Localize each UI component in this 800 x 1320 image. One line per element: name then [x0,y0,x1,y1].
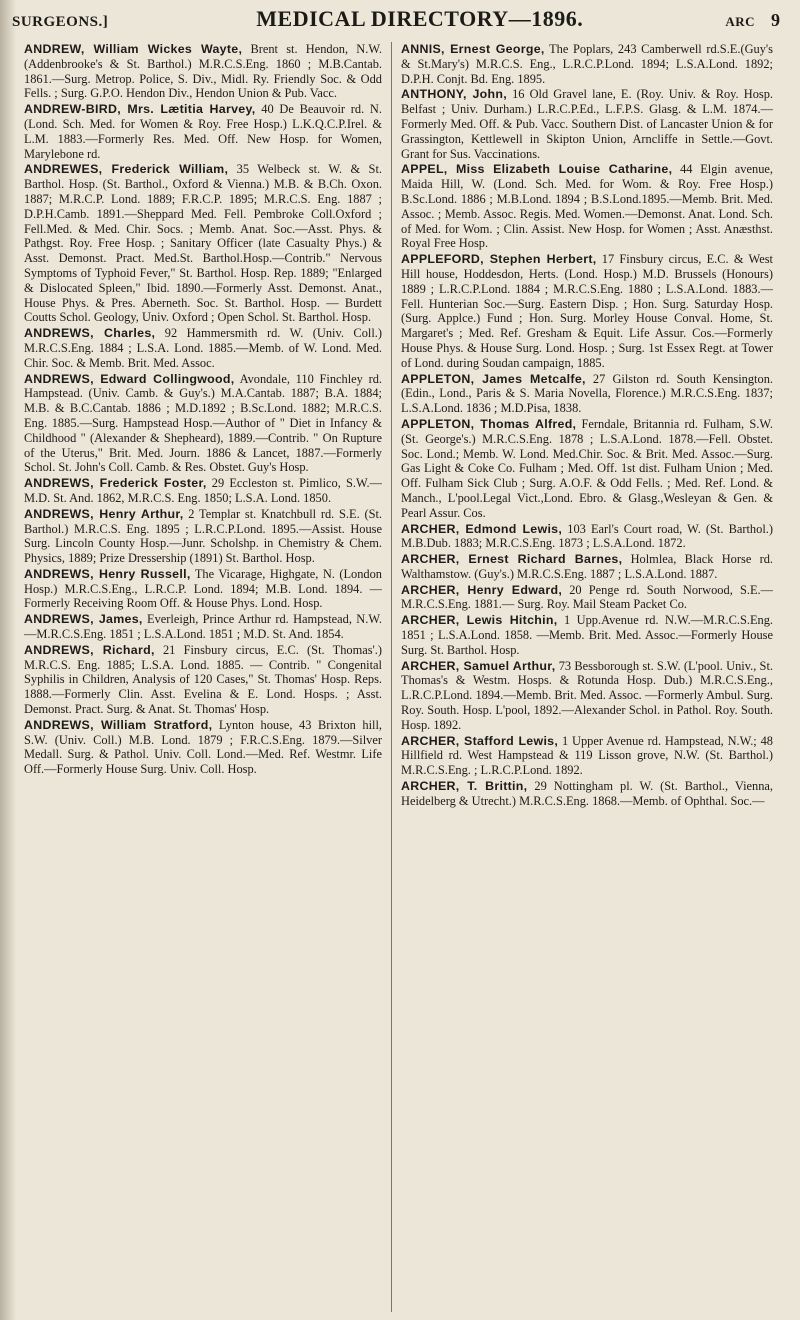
directory-entry [24,612,382,642]
entry-name: ARCHER, T. Brittin, [401,779,528,794]
directory-entry [24,718,382,777]
directory-entry [24,643,382,717]
entry-details: 92 Hammersmith rd. W. (Univ. Coll.) M.R.C.S.Eng. 1884 ; L.S.A. Lond. 1885.—Memb. of W. Lond. Med. Chir. Soc. & Memb. Brit. Med. Assoc. [24,326,382,370]
column-divider [391,42,392,1312]
directory-entry [24,567,382,611]
entry-name: APPLEFORD, Stephen Herbert, [401,252,597,267]
entry-details: Holmlea, Black Horse rd. Walthamstow. (Guy's.) M.R.C.S.Eng. 1887 ; L.S.A.Lond. 1887. [401,552,773,581]
entry-name: ANNIS, Ernest George, [401,42,545,56]
entry-name: ANDREW-BIRD, Mrs. Lætitia Harvey, [24,102,256,117]
header-title: MEDICAL DIRECTORY—1896. [256,6,584,31]
entry-name: ANDREWS, Frederick Foster, [24,476,207,491]
directory-entry [401,42,773,86]
directory-entry [24,476,382,506]
entry-details: The Vicarage, Highgate, N. (London Hosp.) M.R.C.S.Eng., L.R.C.P. Lond. 1894; M.B. Lond. 1894. — Formerly Receiving Room Off. & House Phys. Lond. Hosp. [24,566,382,611]
entry-details: Brent st. Hendon, N.W. (Addenbrooke's & St. Barthol.) M.R.C.S.Eng. 1860 ; M.B.Cantab. 1861.—Surg. Metrop. Police, S. Div., Midl. Ry. Friendly Soc. & Odd Fells. ; Surg. G.P.O. Hendon Div., Hendon Union & Pub. Vacc. [24,42,382,101]
entry-name: ARCHER, Edmond Lewis, [401,521,563,536]
entry-name: ANDREWES, Frederick William, [24,162,229,177]
left-column [24,42,382,1316]
entry-details: 1 Upp.Avenue rd. N.W.—M.R.C.S.Eng. 1851 ; L.S.A.Lond. 1858. —Memb. Brit. Med. Assoc.—Formerly House Surg. St. Barthol. Hosp. [401,613,773,657]
entry-details: 29 Nottingham pl. W. (St. Barthol., Vienna, Heidelberg & Utrecht.) M.R.C.S.Eng. 1868.—Memb. of Ophthal. Soc.— [401,779,773,808]
directory-entry [401,372,773,416]
page-header [12,6,780,36]
directory-entry [401,162,773,251]
directory-entry [401,522,773,552]
directory-entry [401,659,773,733]
entry-name: ANDREWS, Henry Arthur, [24,506,184,521]
entry-name: ARCHER, Samuel Arthur, [401,658,556,673]
entry-name: ANDREWS, Henry Russell, [24,566,191,581]
directory-entry [24,326,382,370]
directory-entry [401,252,773,370]
entry-details: 44 Elgin avenue, Maida Hill, W. (Lond. Sch. Med. for Wom. & Roy. Free Hosp.) B.Sc.Lond. 1886 ; M.B.Lond. 1894 ; B.S.Lond.1895.—Memb. Brit. Med. Assoc. ; Memb. Assoc. Regis. Med. Women.—Demonst. Anat. Lond. Sch. of Med. for Wom. ; Clin. Assist. New Hosp. for Women ; Asst. Anæsthst. Royal Free Hosp. [401,162,773,251]
page-number: 9 [771,10,780,30]
header-index-abbr: ARC [725,14,755,29]
directory-entry [401,552,773,582]
entry-details: 2 Templar st. Knatchbull rd. S.E. (St. Barthol.) M.R.C.S. Eng. 1895 ; L.R.C.P.Lond. 1895.—Assist. House Surg. Lincoln County Hosp.—Junr. Scholshp. in Chemistry & Chem. Physics, 1889; Prize Dressership (1891) St. Barthol. Hosp. [24,506,382,566]
entry-name: APPEL, Miss Elizabeth Louise Catharine, [401,162,673,177]
header-right [725,10,780,31]
entry-details: 73 Bessborough st. S.W. (L'pool. Univ., St. Thomas's & Westm. Hosps. & Rotunda Hosp. Dub.) M.R.C.S.Eng., L.R.C.P.Lond. 1894.—Memb. Brit. Med. Assoc. —Formerly Ambul. Surg. Roy. South. Hosp. L'pool, 1892.—Alexander Schol. in Pathol. Roy. South. Hosp. 1892. [401,658,773,732]
entry-name: APPLETON, Thomas Alfred, [401,416,577,431]
entry-name: ANDREWS, William Stratford, [24,717,213,732]
page-binding-edge [0,0,16,1320]
right-column [401,42,773,1316]
directory-entry [401,583,773,613]
entry-details: Avondale, 110 Finchley rd. Hampstead. (Univ. Camb. & Guy's.) M.A.Cantab. 1887; B.A. 1884; M.B. & B.C.Cantab. 1886 ; M.D.1892 ; B.Sc.Lond. 1882; M.R.C.S. Eng. 1885.—Surg. Hampstead Hosp.—Author of " Diet in Infancy & Childhood " (Alexander & Shepheard), 1889.—Contrib. " On Rupture of the Uterus," Brit. Med. Journ. 1886 & Lancet, 1887.—Formerly Schol. St. John's Coll. Camb. & Res. Obstet. Guy's Hosp. [24,371,382,475]
entry-name: ARCHER, Henry Edward, [401,582,563,597]
entry-details: 21 Finsbury circus, E.C. (St. Thomas'.) M.R.C.S. Eng. 1885; L.S.A. Lond. 1885. — Contrib. " Congenital Syphilis in Children, Analysis of 120 Cases," St. Thomas' Hosp. Reps. 1888.—Formerly Clin. Asst. Evelina & E. Lond. Hosps. ; Asst. Demonst. Pract. Surg. & Anat. St. Thomas' Hosp. [24,642,382,717]
directory-entry [24,372,382,476]
entry-details: 20 Penge rd. South Norwood, S.E.—M.R.C.S.Eng. 1881.— Surg. Roy. Mail Steam Packet Co. [401,582,773,612]
entry-details: 103 Earl's Court road, W. (St. Barthol.) M.B.Dub. 1883; M.R.C.S.Eng. 1873 ; L.S.A.Lond. 1872. [401,521,773,551]
entry-name: ANDREWS, Charles, [24,326,156,341]
entry-name: ARCHER, Lewis Hitchin, [401,613,558,628]
directory-entry [24,162,382,325]
entry-details: 40 De Beauvoir rd. N. (Lond. Sch. Med. for Women & Roy. Free Hosp.) L.K.Q.C.P.Irel. & L.M. 1883.—Formerly Res. Med. Off. New Hosp. for Women, Marylebone rd. [24,102,382,161]
entry-details: Ferndale, Britannia rd. Fulham, S.W. (St. George's.) M.R.C.S.Eng. 1878 ; L.S.A.Lond. 1878.—Fell. Obstet. Soc. Lond.; Memb. W. Lond. Med.Chir. Soc. & Brit. Med. Assoc.—Surg. Gas Light & Coke Co. Fulham ; Med. Off. 1st dist. Fulham Union ; Med. Off. Fulham Sick Club ; Surg. A.O.F. & Odd Fells. ; Med. Ref. Lond. & Manch., L'pool.Legal Vict.,Lond. Ebro. & Glasg.,Wesleyan & Gen. & Pearl Assur. Cos. [401,416,773,520]
entry-name: ANDREWS, Richard, [24,642,155,657]
directory-entry [401,87,773,161]
entry-name: ANTHONY, John, [401,87,508,102]
entry-name: APPLETON, James Metcalfe, [401,371,586,386]
directory-entry [401,417,773,521]
entry-name: ANDREWS, Edward Collingwood, [24,371,235,386]
header-section: SURGEONS.] [12,14,109,30]
entry-details: 35 Welbeck st. W. & St. Barthol. Hosp. (St. Barthol., Oxford & Vienna.) M.B. & B.Ch. Oxon. 1887; M.R.C.P. Lond. 1889; F.R.C.P. 1895; M.R.C.S. Eng. 1887 ; D.P.H.Camb. 1891.—Sheppard Med. Fell. Pembroke Coll.Oxford ; Fell.Med. & Med. Chir. Socs. ; Memb. Anat. Soc.—Asst. Phys. & Pathgst. Roy. Free Hosp. ; Sanitary Officer (late Casualty Phys.) & Asst. Demonst. Pract. Med.St. Barthol.Hosp.—Contrib." Nervous Symptoms of Typhoid Fever," St. Barthol. Hosp. Rep. 1889; "Enlarged & Dislocated Spleen," Ibid. 1890.—Formerly Asst. Demonst. Anat., House Phys. & Pres. Aberneth. Soc. St. Barthol. Hosp. — Burdett Coutts Schol. Geology, Univ. Oxford ; Open Schol. St. Barthol. Hosp. [24,162,382,325]
entry-details: 1 Upper Avenue rd. Hampstead, N.W.; 48 Hillfield rd. West Hampstead & 119 Lisson grove, N.W. (St. Barthol.) M.R.C.S.Eng. ; L.R.C.P.Lond. 1892. [401,733,773,778]
entry-details: 17 Finsbury circus, E.C. & West Hill house, Hoddesdon, Herts. (Lond. Hosp.) M.D. Brussels (Honours) 1889 ; L.R.C.P.Lond. 1884 ; M.R.C.S.Eng. 1880 ; L.S.A.Lond. 1883.—Fell. Hunterian Soc.—Surg. Eastern Disp. ; Hon. Surg. Saturday Hosp. (Surg. Applce.) Fund ; Hon. Surg. Morley House Conval. Home, St. Margaret's ; Med. Ref. Gresham & Equit. Life Assur. Cos.—Formerly House Phys. & House Surg. Lond. Hosp. ; Surg. 1st Essex Regt. at Tower of Lond. during Soudan campaign, 1885. [401,252,773,370]
directory-entry [24,507,382,566]
entry-details: The Poplars, 243 Camberwell rd.S.E.(Guy's & St.Mary's) M.R.C.S. Eng., L.R.C.P.Lond. 1894; L.S.A.Lond. 1892; D.P.H. Conjt. Bd. Eng. 1895. [401,42,773,86]
directory-entry [24,42,382,101]
directory-entry [401,779,773,809]
entry-name: ANDREW, William Wickes Wayte, [24,42,243,56]
entry-name: ARCHER, Ernest Richard Barnes, [401,552,623,567]
directory-entry [24,102,382,161]
entry-details: 27 Gilston rd. South Kensington. (Edin., Lond., Paris & S. Maria Novella, Florence.) M.R.C.S.Eng. 1837; L.S.A.Lond. 1836 ; M.D.Pisa, 1838. [401,371,773,416]
entry-details: 16 Old Gravel lane, E. (Roy. Univ. & Roy. Hosp. Belfast ; Univ. Durham.) L.R.C.P.Ed., L.F.P.S. Glasg. & L.M. 1874.—Formerly Med. Off. & Pub. Vacc. Southern Dist. of Lancaster Union & for Grassington, Kettlewell in Skipton Union, Arncliffe in Settle.—Govt. Grant for Sus. Vaccinations. [401,87,773,161]
entry-name: ARCHER, Stafford Lewis, [401,733,559,748]
entry-details: 29 Eccleston st. Pimlico, S.W.—M.D. St. And. 1862, M.R.C.S. Eng. 1850; L.S.A. Lond. 1850. [24,476,382,505]
entry-details: Everleigh, Prince Arthur rd. Hampstead, N.W.—M.R.C.S.Eng. 1851 ; L.S.A.Lond. 1851 ; M.D. St. And. 1854. [24,612,382,642]
entry-details: Lynton house, 43 Brixton hill, S.W. (Univ. Coll.) M.B. Lond. 1879 ; F.R.C.S.Eng. 1879.—Silver Medall. Surg. & Pathol. Univ. Coll. Lond.—Med. Ref. Westmr. Life Off.—Formerly House Surg. Univ. Coll. Hosp. [24,717,382,777]
entry-name: ANDREWS, James, [24,612,143,627]
directory-entry [401,613,773,657]
directory-entry [401,734,773,778]
